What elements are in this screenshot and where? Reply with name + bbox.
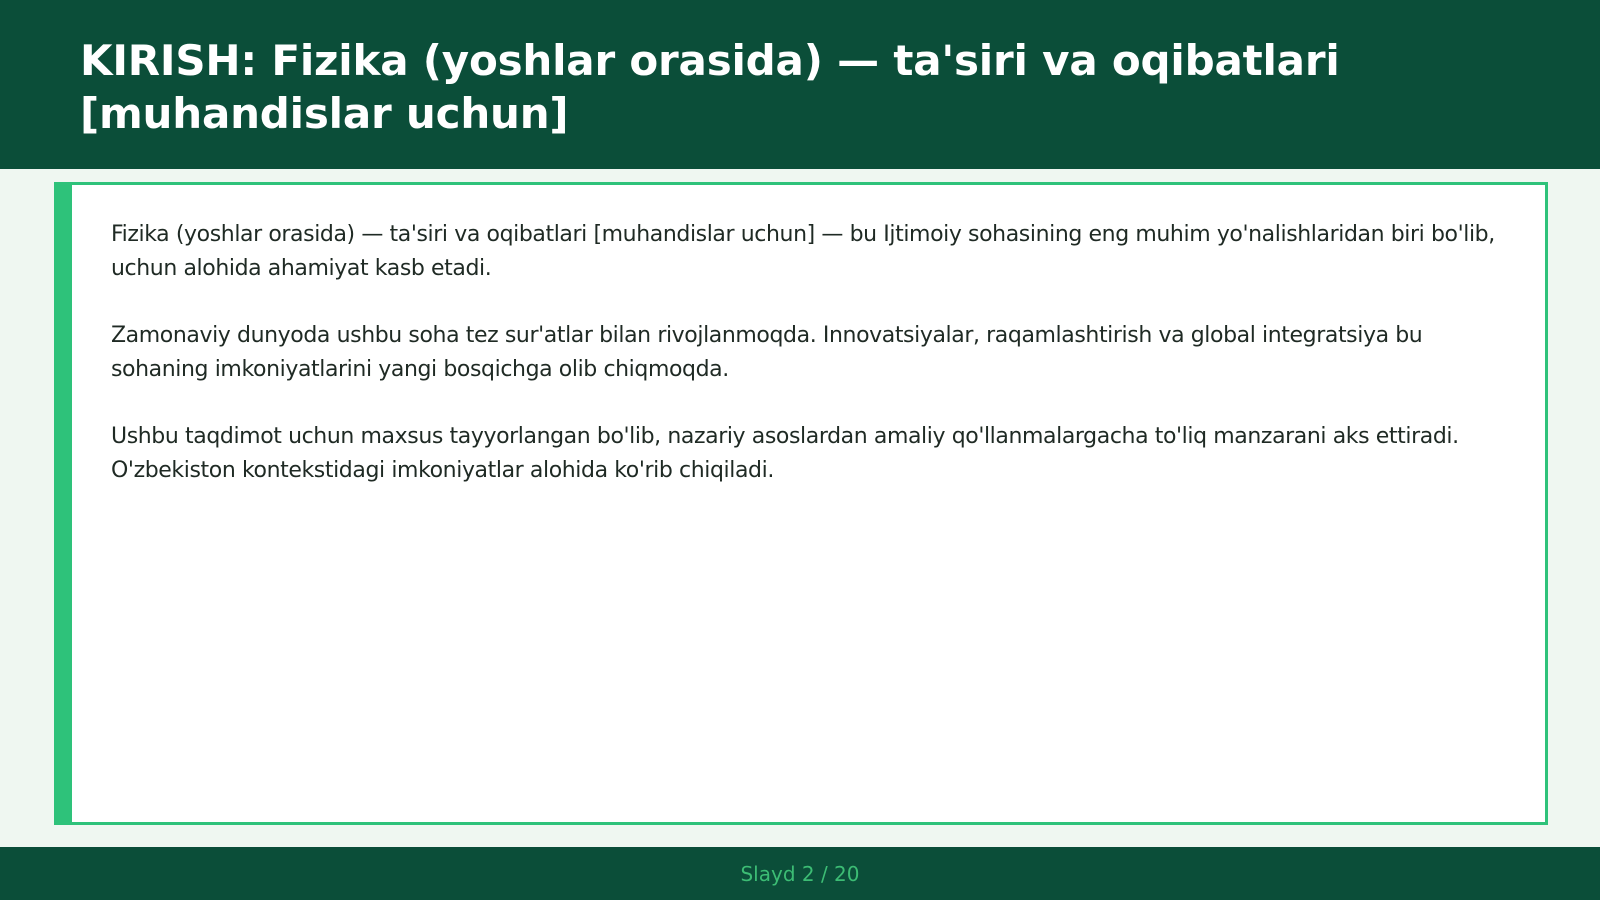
slide-title: KIRISH: Fizika (yoshlar orasida) — ta'siri va oqibatlari [muhandislar uchun] (80, 36, 1340, 138)
slide-footer (0, 847, 1600, 900)
development-paragraph: Zamonaviy dunyoda ushbu soha tez sur'atlar bilan rivojlanmoqda. Innovatsiyalar, raqamlashtirish va global integratsiya bu sohaning imkoniyatlarini yangi bosqichga olib chiqmoqda. (111, 323, 1423, 382)
slide-counter: Slayd 2 / 20 (740, 861, 860, 886)
slide-header (0, 0, 1600, 169)
intro-paragraph: Fizika (yoshlar orasida) — ta'siri va oqibatlari [muhandislar uchun] — bu Ijtimoiy sohasining eng muhim yo'nalishlaridan biri bo'lib, uchun alohida ahamiyat kasb etadi. (111, 222, 1495, 281)
presentation-paragraph: Ushbu taqdimot uchun maxsus tayyorlangan bo'lib, nazariy asoslardan amaliy qo'llanmalargacha to'liq manzarani aks ettiradi. O'zbekiston kontekstidagi imkoniyatlar alohida ko'rib chiqiladi. (111, 424, 1459, 483)
content-card (54, 182, 1548, 825)
